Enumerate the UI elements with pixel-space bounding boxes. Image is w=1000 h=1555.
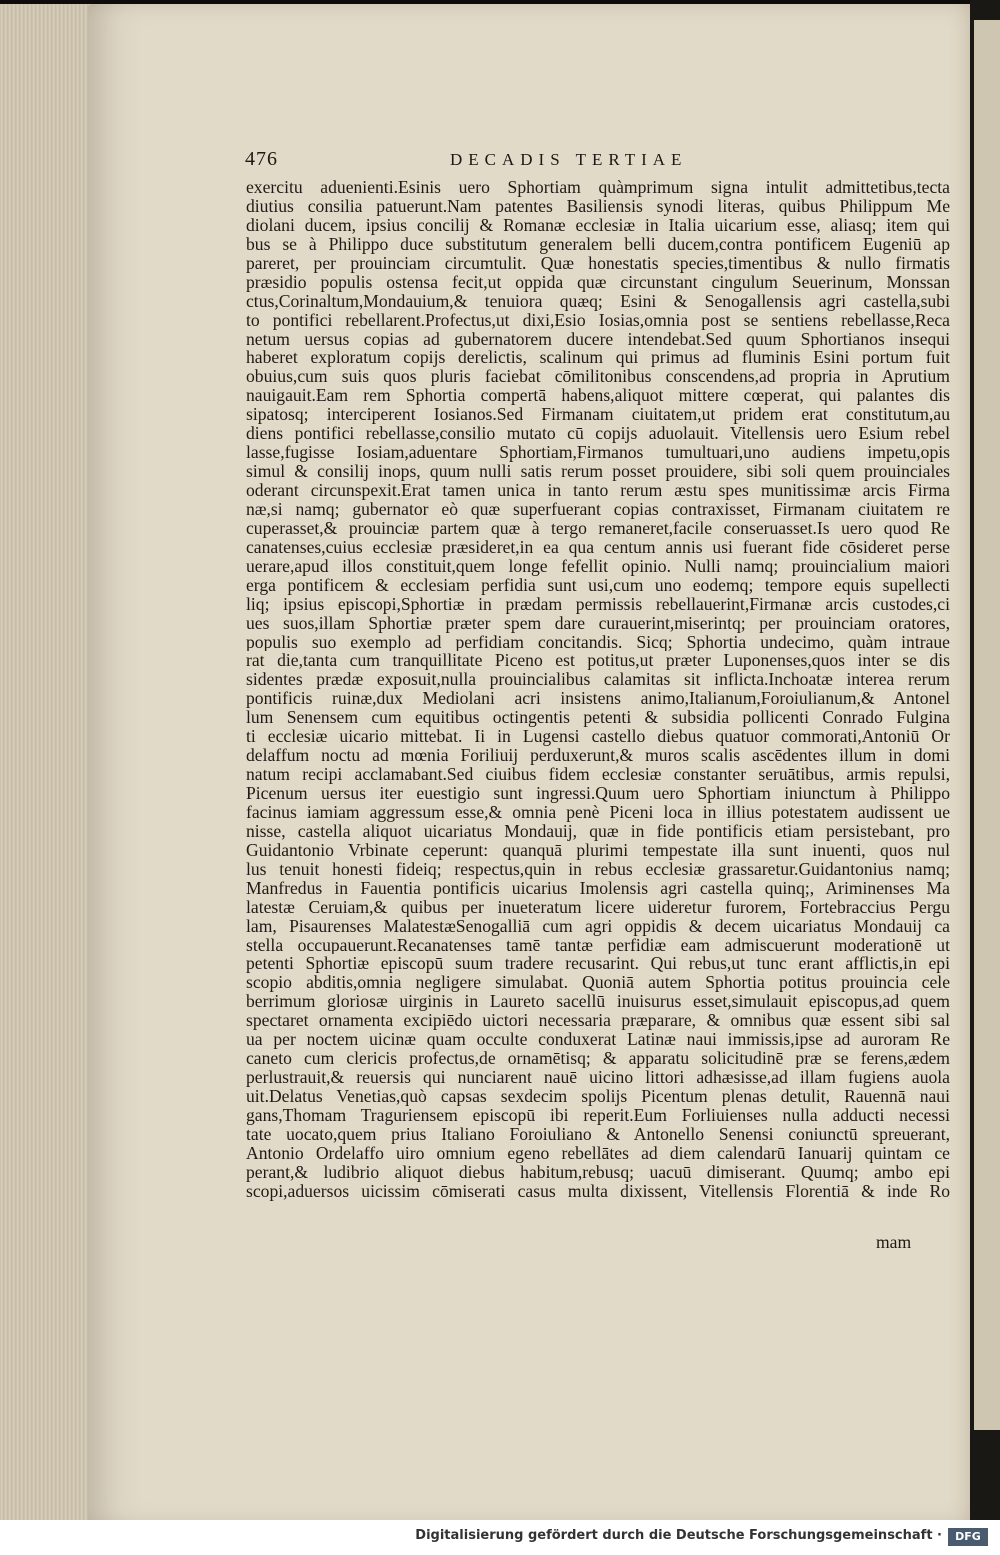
text-line: cuperasset,& prouinciæ partem quæ à tergo remaneret,facile conseruasset.Is uero quod Re [246,518,950,538]
text-line: erga pontificem & ecclesiam perfidia sunt usi,cum uno eodemq; tempore equis supellecti [246,575,950,595]
text-line: ti ecclesiæ uicario mittebat. Ii in Lugensi castello diebus quatuor commorati,Antoniū Or [246,727,950,747]
text-line: netum uersus copias ad gubernatorem ducere intendebat.Sed quum Sphortianos insequi [246,329,950,349]
text-line: latestæ Ceruiam,& quibus per inueteratum licere uideretur furorem, Fortebraccius Pergu [246,897,950,917]
text-line: lam, Pisaurenses MalatestæSenogalliā cum agri oppidis & decem uicariatus Mondauij ca [246,916,950,936]
text-line: canatenses,cuius ecclesiæ præsideret,in ea qua centum annis usi fuerant fide cōsideret perse [246,537,950,557]
text-line: perlustrauit,& reuersis qui nunciarent nauē uicino littori adhæsisse,ad illam fugiens auola [246,1068,950,1087]
text-line: natum recipi acclamabant.Sed ciuibus fidem ecclesiæ constanter seruātibus, armis repulsi, [246,765,950,784]
text-line: lasse,fugisse Iosiam,aduentare Sphortiam,Firmanos tumultuari,uno audiens impetu,opis [246,443,950,463]
text-line: nisse, castella aliquot uicariatus Mondauij, quæ in fide pontificis etiam persistebant, pro [246,821,950,841]
footer-bar [0,1520,1000,1555]
text-line: haberet exploratum copijs derelictis, scalinum qui primus ad fluminis Esini portum fuit [246,348,950,368]
text-line: scopi,aduersos uicissim cōmiserati casus multa dixissent, Vitellensis Florentiā & inde Ro [246,1181,950,1201]
text-line: populis suo exemplo ad perfidiam concitandis. Sicq; Sphortia undecimo, quàm intraue [246,632,950,652]
text-line: tate uocato,quem prius Italiano Foroiuliano & Antonello Senensi coniunctū spreuerant, [246,1124,950,1144]
text-line: ctus,Corinaltum,Mondauium,& tenuiora quæq; Esini & Senogallensis agri castella,subi [246,291,950,311]
text-line: liq; ipsius episcopi,Sphortiæ in prædam permissis rebellauerint,Firmanæ arcis custodes,ci [246,594,950,614]
text-line: næ,si namq; gubernator eò quæ superfuerant copias contraxisset, Firmanam ciuitatem re [246,499,950,519]
text-line: lus tenuit honesti fideiq; respectus,quin in rebus ecclesiæ grassaretur.Guidantonius namq; [246,859,950,879]
page-header [245,148,965,178]
text-line: oderant circunspexit.Erat tamen unica in tanto rerum æstu spes munitissimæ arcis Firma [246,481,950,500]
running-title: DECADIS TERTIAE [450,150,688,169]
text-line: obuius,cum suis quos pluris faciebat cōmilitonibus conscendens,ad propria in Aprutium [246,367,950,387]
text-line: ua per noctem uicinæ quam occulte conduxerat Latinæ naui immissis,ipse ad auroram Re [246,1030,950,1050]
text-line: petenti Sphortiæ episcopū suum tradere recusarint. Qui rebus,ut tunc erant afflictis,in epi [246,954,950,974]
text-line: simul & consilij inops, quum nulli satis rerum posset prouidere, sibi soli quem prouinciales [246,462,950,481]
text-line: scopio abditis,omnia negligere simulabat. Quoniā autem Sphortia potitus prouincia cele [246,973,950,993]
text-line: Antonio Ordelaffo uiro omnium egeno rebellātes ad diem calendarū Ianuarij quintam ce [246,1143,950,1163]
facing-page-edge [970,0,1000,1520]
funding-credit: Digitalisierung gefördert durch die Deutsche Forschungsgemeinschaft · [415,1528,942,1543]
text-line: diens pontifici rebellasse,consilio mutato cū copijs aduolauit. Vitellensis uero Esium rebel [246,424,950,444]
text-line: gans,Thomam Traguriensem episcopū ibi reperit.Eum Forliuienses nulla adducti necessi [246,1105,950,1125]
text-line: facinus iamiam aggressum esse,& omnia penè Piceni loca in illius potestatem audissent ue [246,802,950,822]
text-line: stella occupauerunt.Recanatenses tamē tantæ perfidiæ eam admiscuerunt moderationē ut [246,935,950,955]
text-line: pareret, per prouinciam circumtulit. Quæ honestatis species,timentibus & nullo firmatis [246,253,950,273]
text-line: perant,& ludibrio aliquot diebus habitum,rebusq; uacuū dimiserant. Quumq; ambo epi [246,1162,950,1182]
text-line: nauigauit.Eam rem Sphortia compertā habens,aliquot mittere cœperat, qui palantes dis [246,386,950,406]
dfg-logo: DFG [948,1528,988,1546]
text-line: lum Senensem cum equitibus octingentis petenti & subsidia pollicenti Conrado Fulgina [246,708,950,728]
text-line: Guidantonio Vrbinate ceperunt: quanquā plurimi tempestate illa sunt inuenti, quos nul [246,840,950,860]
book-page-edges [0,4,92,1524]
text-line: præsidio populis ostensa fecit,ut oppida quæ circunstant cingulum Seuerinum, Monssan [246,272,950,292]
text-line: bus se à Philippo duce substitutum generalem belli ducem,contra pontificem Eugeniū ap [246,234,950,254]
text-line: berrimum gloriosæ uirginis in Laureto sacellū inuisurus esset,simulauit episcopus,ad quem [246,992,950,1012]
text-line: sidentes prædæ exposuit,nulla prouincialibus calamitas sit inflicta.Inchoatæ interea rerum [246,670,950,690]
body-text [246,178,950,1201]
text-line: delaffum noctu ad mœnia Foriliuij perduxerunt,& muros scalis ascēdentes illum in domi [246,746,950,766]
text-line: Picenum uersus iter euestigio sunt ingressi.Quum uero Sphortiam iniunctum à Philippo [246,784,950,803]
text-line: to pontifici rebellarent.Profectus,ut dixi,Esio Iosias,omnia post se sentiens rebellasse,Reca [246,310,950,330]
text-line: diolani ducem, ipsius concilij & Romanæ ecclesiæ in Italia uicarium esse, aliasq; item qui [246,215,950,235]
text-line: Manfredus in Fauentia pontificis uicarius Imolensis agri castella quinq;, Ariminenses Ma [246,878,950,898]
text-line: spectaret ornamenta excipiēdo uictori necessaria præparare, & omnibus quæ essent sibi sal [246,1011,950,1031]
text-line: uit.Delatus Venetias,quò capsas sexdecim spolijs Picentum plenas detulit, Rauennā naui [246,1087,950,1106]
text-line: rat die,tanta cum tranquillitate Piceno est potitus,ut præter Luponenses,quos inter se dis [246,651,950,671]
text-line: caneto cum clericis profectus,de ornamētisq; & apparatu solicitudinē præ se ferens,ædem [246,1049,950,1069]
page-number: 476 [245,148,278,170]
text-line: uerare,apud illos constituit,quem longe fefellit opinio. Nulli namq; prouincialium maiori [246,556,950,576]
text-line: diutius consilia patuerunt.Nam patentes Basiliensis synodi literas, quibus Philippum Me [246,196,950,216]
text-line: pontificis ruinæ,dux Mediolani acri insistens animo,Italianum,Foroiulianum,& Antonel [246,689,950,709]
text-line: sipatosq; interciperent Iosianos.Sed Firmanam ciuitatem,ut pridem erat constitutum,au [246,405,950,425]
text-line: exercitu aduenienti.Esinis uero Sphortiam quàmprimum signa intulit admittetibus,tecta [246,178,950,197]
text-line: ues suos,illam Sphortiæ præter spem dare curauerint,miserintq; per prouinciam oratores, [246,613,950,633]
catchword: mam [876,1232,912,1252]
